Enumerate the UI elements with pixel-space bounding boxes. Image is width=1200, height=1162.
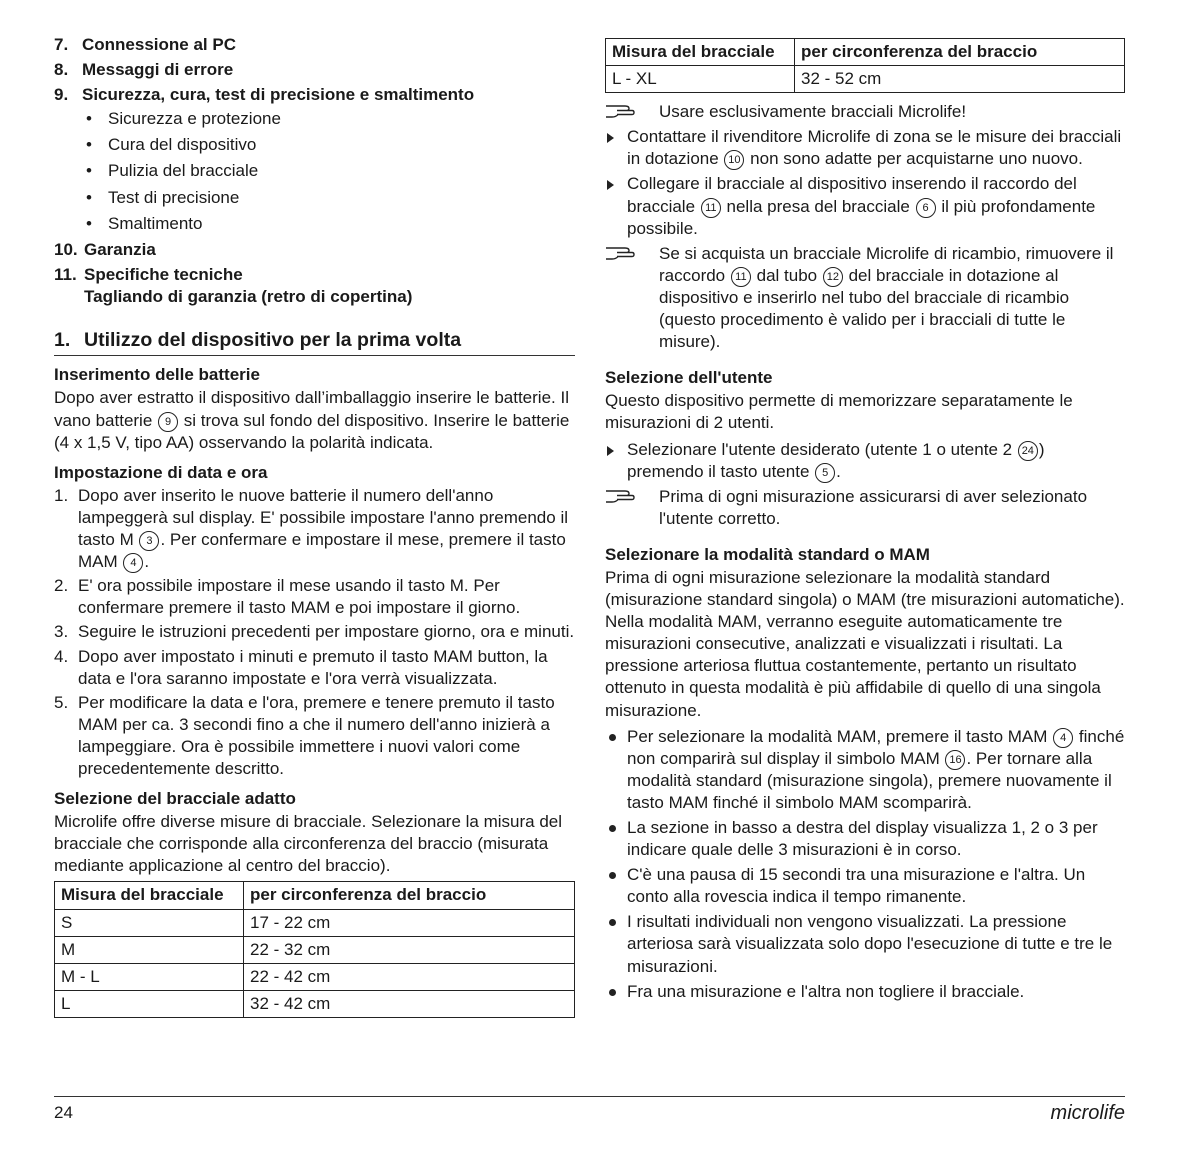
table-cell: 32 - 42 cm xyxy=(244,990,575,1017)
mam-heading: Selezionare la modalità standard o MAM xyxy=(605,544,930,564)
table-of-contents xyxy=(54,34,575,286)
step-item: 1. Dopo aver inserito le nuove batterie il numero dell'anno lampeggerà sul display. E' possibile impostare l'anno premendo il tasto M 3 . Per confermare e impostare il mese, premere il tasto MAM 4 . xyxy=(54,485,568,572)
note: Usare esclusivamente bracciali Microlife! xyxy=(605,101,1125,123)
instruction: Collegare il bracciale al dispositivo inserendo il raccordo del bracciale 11 nella presa del bracciale 6 il più profondamente possibile. xyxy=(605,173,1125,239)
toc-subitem: • Smaltimento xyxy=(82,213,575,235)
table-header-row xyxy=(55,882,575,909)
ref-number: 4 xyxy=(1053,728,1073,748)
ref-number: 11 xyxy=(701,198,721,218)
toc-item: 11. Specifiche tecniche xyxy=(54,264,243,284)
brand-logo: microlife xyxy=(1050,1102,1125,1124)
footer-divider xyxy=(54,1096,1125,1097)
table-row xyxy=(606,66,1125,93)
cuff-text: Microlife offre diverse misure di bracciale. Selezionare la misura del bracciale che corrisponde alla circonferenza del braccio (misurata mediante applicazione al centro del braccio). xyxy=(54,812,563,876)
table-cell: 17 - 22 cm xyxy=(244,909,575,936)
table-row xyxy=(55,963,575,990)
table-cell: 32 - 52 cm xyxy=(795,66,1125,93)
note: Se si acquista un bracciale Microlife di ricambio, rimuovere il raccordo 11 dal tubo 12 del bracciale in dotazione al dispositivo e inserirlo nel tubo del bracciale di ricambio (questo procedimento è valido per i bracciali di tutte le misure). xyxy=(605,243,1125,353)
toc-sublist xyxy=(82,108,575,234)
ref-number: 6 xyxy=(916,198,936,218)
ref-number: 5 xyxy=(815,463,835,483)
note: Prima di ogni misurazione assicurarsi di aver selezionato l'utente corretto. xyxy=(605,486,1125,530)
table-cell: L - XL xyxy=(606,66,795,93)
pointing-hand-icon xyxy=(605,102,639,124)
ref-number: 10 xyxy=(724,150,744,170)
bullet-item: C'è una pausa di 15 secondi tra una misurazione e l'altra. Un conto alla rovescia indica il tempo rimanente. xyxy=(605,864,1125,908)
table-cell: 22 - 32 cm xyxy=(244,936,575,963)
cuff-size-table xyxy=(54,881,575,1017)
step-item: 4. Dopo aver impostato i minuti e premuto il tasto MAM button, la data e l'ora saranno impostate e l'ora verrà visualizzata. xyxy=(54,646,548,688)
table-row xyxy=(55,990,575,1017)
step-item: 2. E' ora possibile impostare il mese usando il tasto M. Per confermare premere il tasto MAM e poi impostare il giorno. xyxy=(54,576,521,618)
mam-text: Prima di ogni misurazione selezionare la modalità standard (misurazione standard singola) o MAM (tre misurazioni automatiche). Nella modalità MAM, verranno eseguite automaticamente tre misurazioni consecutive, analizzati e visualizzati i risultati. La pressione arteriosa fluttua costantemente, pertanto un risultato ottenuto in questa modalità è più affidabile di quello di una singola misurazione. xyxy=(605,567,1125,720)
cuff-size-table-continued xyxy=(605,38,1125,93)
page-number: 24 xyxy=(54,1103,73,1122)
batteries-heading: Inserimento delle batterie xyxy=(54,365,260,385)
ref-number: 11 xyxy=(731,267,751,287)
toc-subitem: • Test di precisione xyxy=(82,187,575,209)
table-row xyxy=(55,936,575,963)
ref-number: 16 xyxy=(945,750,965,770)
ref-number: 12 xyxy=(823,267,843,287)
toc-subitem: • Pulizia del bracciale xyxy=(82,160,575,182)
table-header-cell: Misura del bracciale xyxy=(606,39,795,66)
ref-number: 9 xyxy=(158,412,178,432)
toc-subitem: • Cura del dispositivo xyxy=(82,134,575,156)
toc-item: 9. Sicurezza, cura, test di precisione e smaltimento • Sicurezza e protezione • Cura del dispositivo • Pulizia del bracciale • Test di precisione • Smaltimento xyxy=(54,84,575,235)
table-header-cell: Misura del bracciale xyxy=(55,882,244,909)
table-header-row xyxy=(606,39,1125,66)
ref-number: 24 xyxy=(1018,441,1038,461)
batteries-text: Dopo aver estratto il dispositivo dall’imballaggio inserire le batterie. Il vano batterie 9 si trova sul fondo del dispositivo. Inserire le batterie (4 x 1,5 V, tipo AA) osservando la polarità indicata. xyxy=(54,388,570,452)
left-column xyxy=(54,34,575,1018)
toc-item: 10. Garanzia xyxy=(54,239,156,259)
table-cell: S xyxy=(55,909,244,936)
table-cell: M xyxy=(55,936,244,963)
cuff-heading: Selezione del bracciale adatto xyxy=(54,789,296,809)
user-heading: Selezione dell'utente xyxy=(605,368,773,388)
table-header-cell: per circonferenza del braccio xyxy=(795,39,1125,66)
table-cell: L xyxy=(55,990,244,1017)
toc-subitem: • Sicurezza e protezione xyxy=(82,108,575,130)
bullet-item: Fra una misurazione e l'altra non togliere il bracciale. xyxy=(605,981,1125,1003)
toc-warranty-card: Tagliando di garanzia (retro di copertina) xyxy=(84,286,413,306)
table-cell: 22 - 42 cm xyxy=(244,963,575,990)
user-text: Questo dispositivo permette di memorizzare separatamente le misurazioni di 2 utenti. xyxy=(605,391,1073,433)
table-row xyxy=(55,909,575,936)
datetime-heading: Impostazione di data e ora xyxy=(54,462,268,482)
pointing-hand-icon xyxy=(605,244,639,266)
right-column xyxy=(605,38,1125,1006)
ref-number: 4 xyxy=(123,553,143,573)
instruction: Selezionare l'utente desiderato (utente 1 o utente 2 24 ) premendo il tasto utente 5 . xyxy=(605,439,1125,483)
toc-item: 7. Connessione al PC xyxy=(54,35,236,54)
bullet-item: I risultati individuali non vengono visualizzati. La pressione arteriosa sarà visualizzata solo dopo l'esecuzione di tutte e tre le misurazioni. xyxy=(605,911,1125,977)
section-heading: 1. Utilizzo del dispositivo per la prima volta xyxy=(54,322,575,356)
bullet-item: La sezione in basso a destra del display visualizza 1, 2 o 3 per indicare quale delle 3 misurazioni è in corso. xyxy=(605,817,1125,861)
step-item: 3. Seguire le istruzioni precedenti per impostare giorno, ora e minuti. xyxy=(54,622,575,642)
table-header-cell: per circonferenza del braccio xyxy=(244,882,575,909)
toc-item: 8. Messaggi di errore xyxy=(54,60,234,80)
datetime-steps xyxy=(54,485,575,780)
table-cell: M - L xyxy=(55,963,244,990)
ref-number: 3 xyxy=(139,531,159,551)
bullet-item: Per selezionare la modalità MAM, premere il tasto MAM 4 finché non comparirà sul display il simbolo MAM 16 . Per tornare alla modalità standard (misurazione singola), premere nuovamente il tasto MAM finché il simbolo MAM scomparirà. xyxy=(605,726,1125,814)
step-item: 5. Per modificare la data e l'ora, premere e tenere premuto il tasto MAM per ca. 3 secondi fino a che il numero dell'anno inizierà a lampeggiare. Ora è possibile immettere i nuovi valori come precedentemente descritto. xyxy=(54,692,555,778)
pointing-hand-icon xyxy=(605,487,639,509)
instruction: Contattare il rivenditore Microlife di zona se le misure dei bracciali in dotazione 10 non sono adatte per acquistarne uno nuovo. xyxy=(605,126,1125,170)
